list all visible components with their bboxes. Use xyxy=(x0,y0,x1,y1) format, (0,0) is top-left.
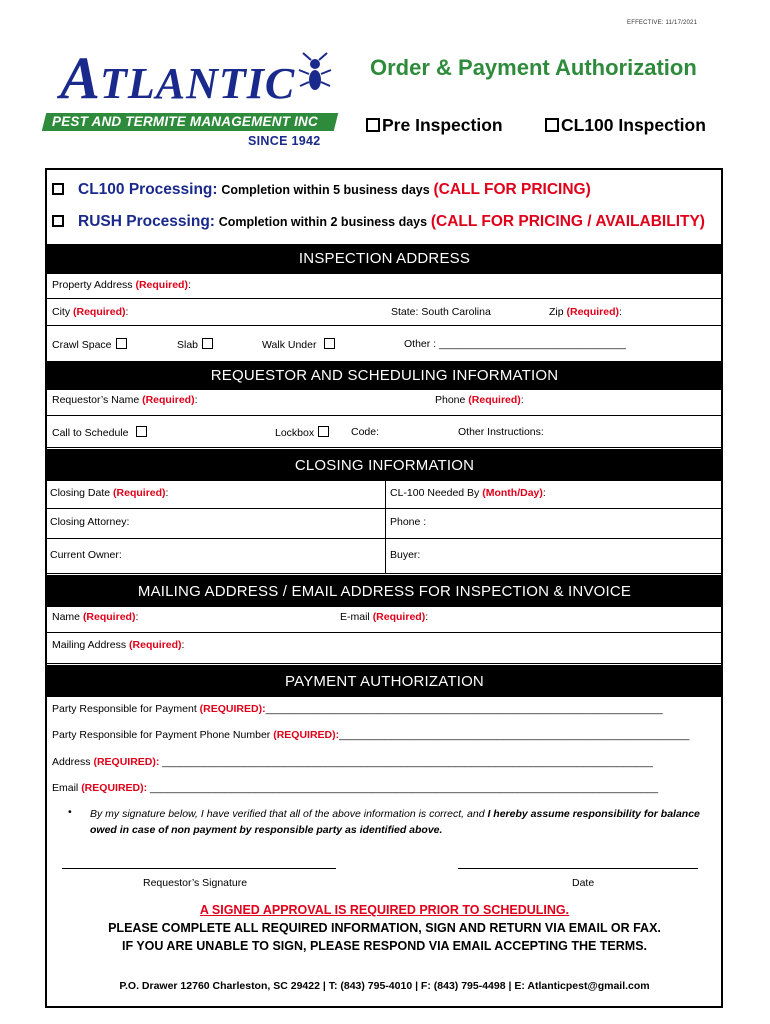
termite-icon xyxy=(295,52,335,102)
logo-tagline: PEST AND TERMITE MANAGEMENT INC xyxy=(52,114,318,129)
foundation-type-row: Crawl Space Slab Walk Under Other : ________________________________ xyxy=(46,326,723,362)
complete-info-notice: PLEASE COMPLETE ALL REQUIRED INFORMATION, SIGN AND RETURN VIA EMAIL OR FAX. xyxy=(108,921,661,935)
payment-address-field[interactable]: Address (REQUIRED): ____________________________________________________________________________________ xyxy=(52,756,653,768)
other-instructions-label[interactable]: Other Instructions: xyxy=(458,426,544,438)
form-title: Order & Payment Authorization xyxy=(370,55,697,80)
bullet: • xyxy=(68,806,72,818)
date-line[interactable] xyxy=(458,868,698,869)
owner-buyer-row[interactable]: Current Owner: Buyer: xyxy=(46,539,723,574)
inspection-address-header: INSPECTION ADDRESS xyxy=(46,244,723,274)
logo-wordmark: ATLANTIC xyxy=(60,45,296,111)
rush-processing-checkbox[interactable] xyxy=(52,215,64,227)
payment-email-field[interactable]: Email (REQUIRED): _______________________________________________________________________________________ xyxy=(52,782,659,794)
cl100-processing-option[interactable]: CL100 Processing: Completion within 5 business days (CALL FOR PRICING) xyxy=(52,181,591,199)
cl100-inspection-checkbox[interactable] xyxy=(545,118,559,132)
pre-inspection-option[interactable]: Pre Inspection xyxy=(366,115,503,136)
lockbox-checkbox[interactable] xyxy=(318,426,329,437)
cl100-inspection-option[interactable]: CL100 Inspection xyxy=(545,115,706,136)
payment-header: PAYMENT AUTHORIZATION xyxy=(46,665,723,697)
pre-inspection-checkbox[interactable] xyxy=(366,118,380,132)
city-state-zip-row[interactable]: City (Required): State: South Carolina Zip (Required): xyxy=(46,299,723,326)
mailing-address-row[interactable]: Mailing Address (Required): xyxy=(46,633,723,664)
mailing-header: MAILING ADDRESS / EMAIL ADDRESS FOR INSPECTION & INVOICE xyxy=(46,575,723,607)
logo-since: SINCE 1942 xyxy=(248,134,321,148)
signature-label: Requestor’s Signature xyxy=(143,877,248,889)
rush-processing-option[interactable]: RUSH Processing: Completion within 2 business days (CALL FOR PRICING / AVAILABILITY) xyxy=(52,213,705,231)
crawl-space-checkbox[interactable] xyxy=(116,338,127,349)
state-label: State: South Carolina xyxy=(391,306,491,318)
closing-date-row[interactable]: Closing Date (Required): CL-100 Needed By (Month/Day): xyxy=(46,481,723,509)
scheduling-row: Call to Schedule Lockbox Code: Other Instructions: xyxy=(46,416,723,448)
walk-under-checkbox[interactable] xyxy=(324,338,335,349)
closing-header: CLOSING INFORMATION xyxy=(46,449,723,481)
other-foundation-field[interactable]: Other : ________________________________ xyxy=(404,338,626,350)
closing-attorney-row[interactable]: Closing Attorney: Phone : xyxy=(46,509,723,539)
cl100-processing-checkbox[interactable] xyxy=(52,183,64,195)
party-phone-field[interactable]: Party Responsible for Payment Phone Number (REQUIRED):____________________________________________________________ xyxy=(52,729,690,741)
signed-approval-notice: A SIGNED APPROVAL IS REQUIRED PRIOR TO SCHEDULING. xyxy=(199,903,570,917)
slab-checkbox[interactable] xyxy=(202,338,213,349)
date-label: Date xyxy=(572,877,595,889)
effective-date: EFFECTIVE: 11/17/2021 xyxy=(627,20,698,26)
requestor-header: REQUESTOR AND SCHEDULING INFORMATION xyxy=(46,362,723,390)
party-responsible-field[interactable]: Party Responsible for Payment (REQUIRED):____________________________________________________________________ xyxy=(52,703,663,715)
requestor-name-row[interactable]: Requestor’s Name (Required): Phone (Required): xyxy=(46,390,723,416)
call-to-schedule-checkbox[interactable] xyxy=(136,426,147,437)
company-logo xyxy=(42,44,338,152)
signature-line[interactable] xyxy=(62,868,336,869)
responsibility-statement: By my signature below, I have verified that all of the above information is correct, and I hereby assume responsibility for balance owed in case of non payment by responsible party as identified above. xyxy=(90,808,700,836)
email-accept-notice: IF YOU ARE UNABLE TO SIGN, PLEASE RESPOND VIA EMAIL ACCEPTING THE TERMS. xyxy=(121,939,648,953)
contact-footer: P.O. Drawer 12760 Charleston, SC 29422 | T: (843) 795-4010 | F: (843) 795-4498 | E: Atlanticpest@gmail.com xyxy=(119,980,650,992)
property-address-row[interactable]: Property Address (Required): xyxy=(46,274,723,299)
code-label[interactable]: Code: xyxy=(351,426,380,438)
mailing-name-row[interactable]: Name (Required): E-mail (Required): xyxy=(46,607,723,633)
